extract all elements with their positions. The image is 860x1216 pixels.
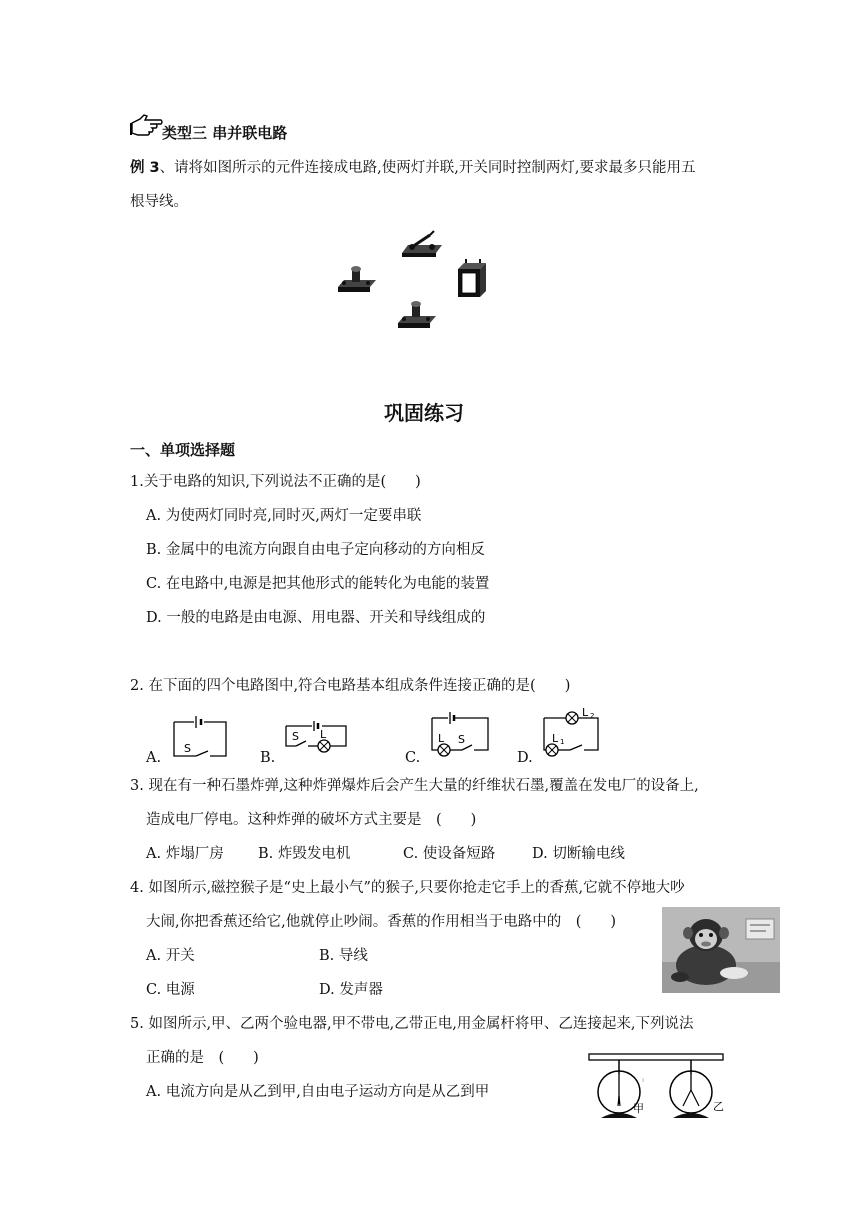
q2-stem: 2. 在下面的四个电路图中,符合电路基本组成条件连接正确的是( ) [130, 678, 571, 694]
circuit-label: 2 [590, 712, 595, 720]
components-figure [330, 225, 500, 335]
circuit-label: S [184, 742, 191, 755]
circuit-label: 1 [560, 738, 565, 746]
q4-option-b: B. 导线 [319, 948, 368, 964]
example-text: 、请将如图所示的元件连接成电路,使两灯并联,开关同时控制两灯,要求最多只能用五 [159, 160, 696, 176]
circuit-diagram-d [540, 704, 604, 758]
q2-option-c-label: C. [405, 750, 421, 766]
q3-option-a: A. 炸塌厂房 [146, 846, 224, 862]
q1-option-d: D. 一般的电路是由电源、用电器、开关和导线组成的 [146, 610, 486, 626]
example-3-line2: 根导线。 [130, 194, 188, 210]
battery-component [458, 259, 486, 297]
circuit-label: S [292, 730, 299, 743]
q3-option-b: B. 炸毁发电机 [258, 846, 351, 862]
q3-stem-line1: 3. 现在有一种石墨炸弹,这种炸弹爆炸后会产生大量的纤维状石墨,覆盖在发电厂的设备上, [130, 778, 699, 794]
lamp-holder-left [338, 266, 376, 292]
example-label: 例 3 [130, 160, 160, 176]
q3-stem-line2: 造成电厂停电。这种炸弹的破坏方式主要是 ( ) [146, 812, 477, 828]
circuit-label: L [438, 732, 445, 745]
q5-option-a: A. 电流方向是从乙到甲,自由电子运动方向是从乙到甲 [146, 1084, 490, 1100]
yi-label: 乙 [713, 1100, 724, 1113]
q4-option-a: A. 开关 [146, 948, 195, 964]
pointing-hand-icon [130, 113, 164, 137]
circuit-label: L [320, 728, 327, 741]
q1-stem: 1.关于电路的知识,下列说法不正确的是( ) [130, 474, 421, 490]
q3-option-c: C. 使设备短路 [403, 846, 496, 862]
q5-stem-line2: 正确的是 ( ) [146, 1050, 259, 1066]
q4-stem-line2: 大闹,你把香蕉还给它,他就停止吵闹。香蕉的作用相当于电路中的 ( ) [146, 914, 617, 930]
monkey-toy-photo [662, 907, 780, 993]
circuit-label: L [552, 732, 559, 745]
circuit-label: S [458, 733, 465, 746]
lamp-holder-bottom [398, 301, 436, 328]
q1-option-b: B. 金属中的电流方向跟自由电子定向移动的方向相反 [146, 542, 485, 558]
circuit-label: L [582, 706, 589, 719]
q2-option-a-label: A. [146, 750, 162, 766]
circuit-diagram-b [282, 718, 352, 754]
q2-option-b-label: B. [260, 750, 276, 766]
jia-label: 甲 [633, 1102, 644, 1115]
type3-heading: 类型三 串并联电路 [162, 124, 288, 142]
electroscope-jia [598, 1060, 644, 1118]
q4-option-d: D. 发声器 [319, 982, 383, 998]
circuit-diagram-c [428, 710, 492, 758]
section-single-choice: 一、单项选择题 [130, 441, 236, 459]
q5-stem-line1: 5. 如图所示,甲、乙两个验电器,甲不带电,乙带正电,用金属杆将甲、乙连接起来,下列说法 [130, 1016, 694, 1032]
q3-option-d: D. 切断输电线 [532, 846, 625, 862]
example-3-line1 [130, 158, 695, 178]
switch-component [402, 231, 442, 257]
q4-stem-line1: 4. 如图所示,磁控猴子是“史上最小气”的猴子,只要你抢走它手上的香蕉,它就不停地大吵 [130, 880, 685, 896]
q1-option-c: C. 在电路中,电源是把其他形式的能转化为电能的装置 [146, 576, 490, 592]
q2-option-d-label: D. [517, 750, 533, 766]
q4-option-c: C. 电源 [146, 982, 195, 998]
electroscope-figure [585, 1048, 735, 1124]
electroscope-yi [670, 1060, 724, 1118]
circuit-diagram-a [170, 712, 230, 762]
q1-option-a: A. 为使两灯同时亮,同时灭,两灯一定要串联 [146, 508, 422, 524]
practice-title: 巩固练习 [384, 401, 464, 425]
